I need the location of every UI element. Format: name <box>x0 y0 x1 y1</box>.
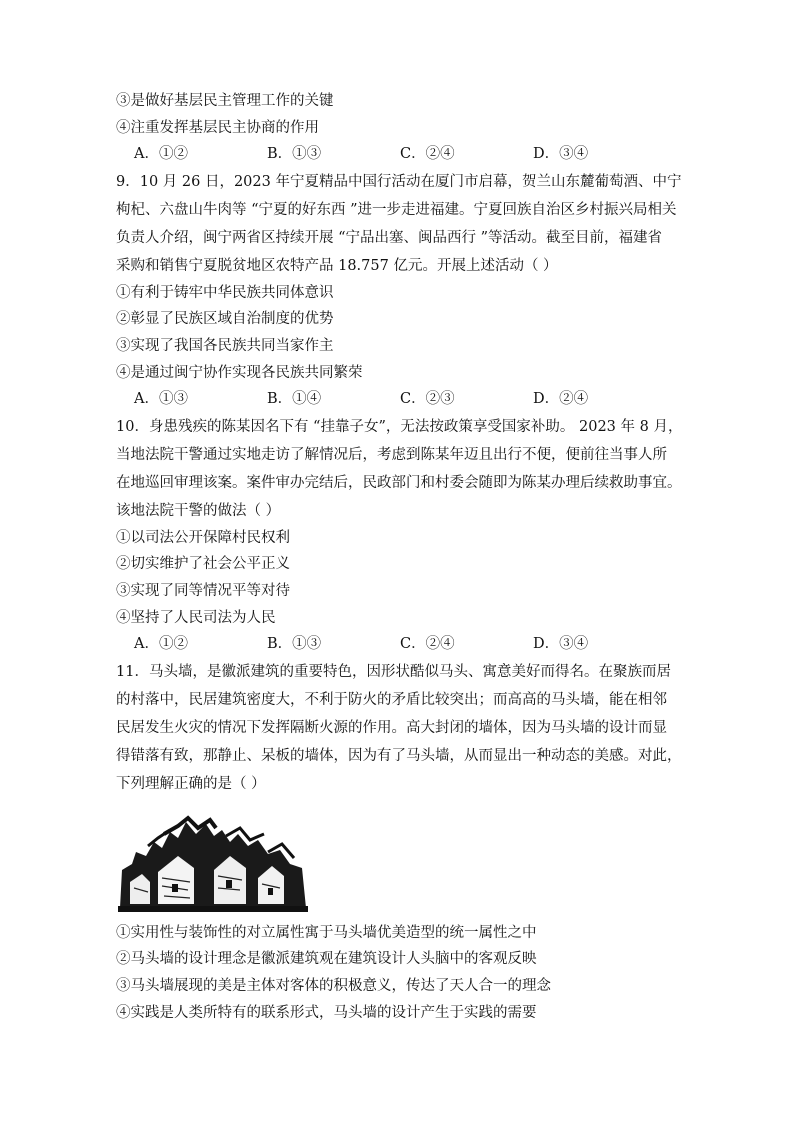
q9-item-3: ③实现了我国各民族共同当家作主 <box>116 337 334 354</box>
q10-stem-line: 在地巡回审理该案。案件审办完结后，民政部门和村委会随即为陈某办理后续救助事宜。 <box>116 474 682 491</box>
q10-item-2: ②切实维护了社会公平正义 <box>116 556 290 573</box>
q10-stem-line: 当地法院干警通过实地走访了解情况后，考虑到陈某年迈且出行不便，便前往当事人所 <box>116 446 667 463</box>
q11-stem-line: 下列理解正确的是（ ） <box>116 775 266 792</box>
q9-item-4: ④是通过闽宁协作实现各民族共同繁荣 <box>116 364 363 381</box>
q9-stem-line: 采购和销售宁夏脱贫地区农特产品 18.757 亿元。开展上述活动（ ） <box>116 257 558 274</box>
q9-option-d: D．②④ <box>533 391 589 408</box>
q8-option-a: A．①② <box>134 146 188 163</box>
q8-item-3: ③是做好基层民主管理工作的关键 <box>116 93 334 109</box>
q9-option-a: A．①③ <box>134 391 188 408</box>
q11-item-2: ②马头墙的设计理念是徽派建筑观在建筑设计人头脑中的客观反映 <box>116 951 537 968</box>
q10-stem <box>116 413 686 525</box>
q11-item-3: ③马头墙展现的美是主体对客体的积极意义，传达了天人合一的理念 <box>116 977 551 994</box>
q10-item-4: ④坚持了人民司法为人民 <box>116 609 276 626</box>
q10-option-c: C．②④ <box>400 636 455 653</box>
q8-option-c: C．②④ <box>400 146 455 163</box>
q9-item-1: ①有利于铸牢中华民族共同体意识 <box>116 284 334 301</box>
q10-option-a: A．①② <box>134 636 188 653</box>
q8-options <box>116 141 686 168</box>
q9-option-b: B．①④ <box>267 391 322 408</box>
q10-option-d: D．③④ <box>533 636 589 653</box>
q11-stem-line: 的村落中，民居建筑密度大，不利于防火的矛盾比较突出；而高高的马头墙，能在相邻 <box>116 691 667 708</box>
q10-stem-line: 该地法院干警的做法（ ） <box>116 502 281 519</box>
q9-stem-line: 枸杞、六盘山牛肉等 “宁夏的好东西 ”进一步走进福建。宁夏回族自治区乡村振兴局相关 <box>116 201 677 218</box>
q9-option-c: C．②③ <box>400 391 455 408</box>
q10-option-b: B．①③ <box>267 636 322 653</box>
q11-stem-line: 11．马头墙，是徽派建筑的重要特色，因形状酷似马头、寓意美好而得名。在聚族而居 <box>116 663 671 680</box>
q10-options <box>116 631 686 658</box>
q11-stem-line: 民居发生火灾的情况下发挥隔断火源的作用。高大封闭的墙体，因为马头墙的设计而显 <box>116 719 667 736</box>
q11-stem-line: 得错落有致，那静止、呆板的墙体，因为有了马头墙，从而显出一种动态的美感。对此， <box>116 747 682 764</box>
q9-options <box>116 386 686 413</box>
q10-item-3: ③实现了同等情况平等对待 <box>116 582 290 599</box>
horse-head-wall-illustration <box>118 812 308 912</box>
q9-stem-line: 9．10 月 26 日，2023 年宁夏精品中国行活动在厦门市启幕，贺兰山东麓葡萄酒、中宁 <box>116 173 682 190</box>
q11-stem <box>116 658 686 798</box>
q8-option-b: B．①③ <box>267 146 322 163</box>
q10-stem-line: 10．身患残疾的陈某因名下有 “挂靠子女”，无法按政策享受国家补助。 2023 年 8 月， <box>116 418 683 435</box>
q8-item-4: ④注重发挥基层民主协商的作用 <box>116 119 319 136</box>
q9-stem-line: 负责人介绍，闽宁两省区持续开展 “宁品出塞、闽品西行 ”等活动。截至目前，福建省 <box>116 229 663 246</box>
q9-stem <box>116 168 686 280</box>
q11-item-4: ④实践是人类所特有的联系形式，马头墙的设计产生于实践的需要 <box>116 1004 537 1021</box>
exam-page <box>116 88 686 1026</box>
q9-item-2: ②彰显了民族区域自治制度的优势 <box>116 311 334 328</box>
q10-item-1: ①以司法公开保障村民权利 <box>116 529 290 546</box>
q11-item-1: ①实用性与装饰性的对立属性寓于马头墙优美造型的统一属性之中 <box>116 924 537 941</box>
q8-option-d: D．③④ <box>533 146 589 163</box>
